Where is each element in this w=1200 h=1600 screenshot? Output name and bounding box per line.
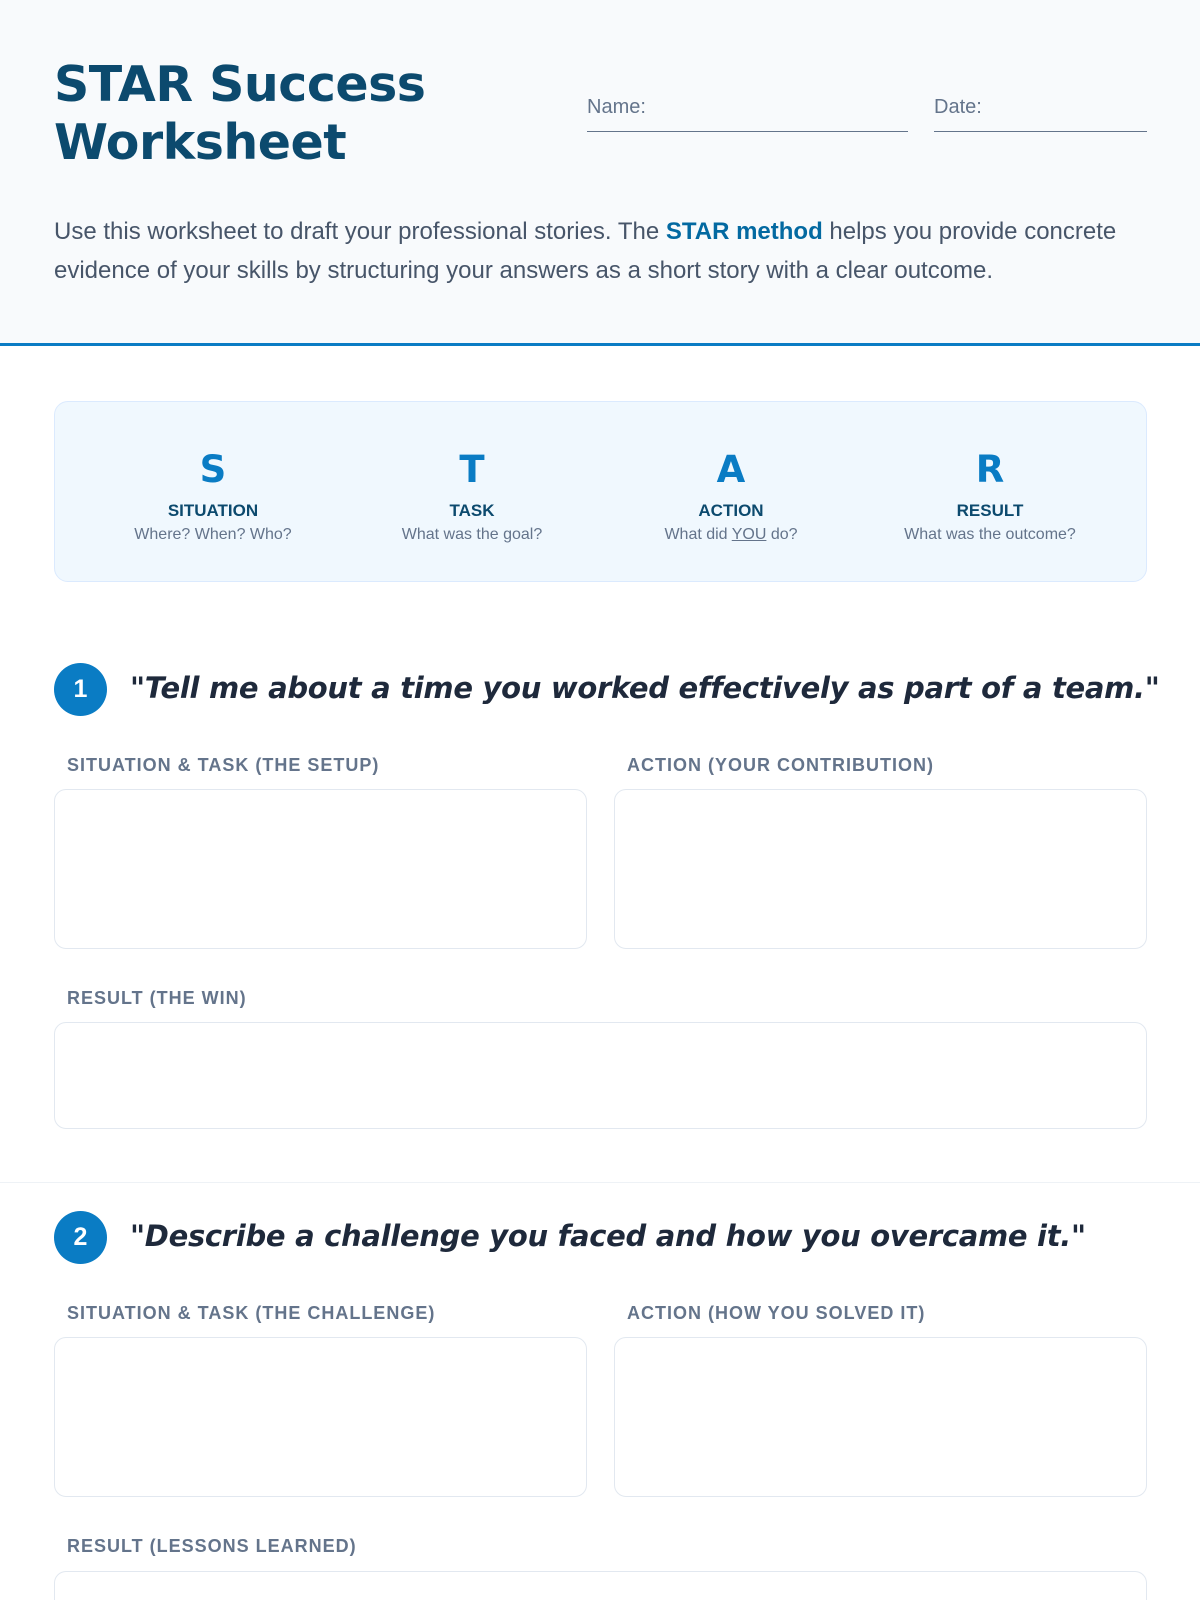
star-word: SITUATION — [167, 501, 259, 520]
intro-paragraph — [54, 212, 1164, 290]
star-item-result — [880, 448, 1100, 545]
star-question-start: What did — [664, 526, 732, 543]
star-word: RESULT — [956, 501, 1024, 520]
star-overview-panel — [54, 401, 1147, 582]
action-answer-box[interactable] — [614, 789, 1147, 949]
page-title: STAR Success Worksheet — [54, 56, 426, 171]
worksheet-header — [0, 0, 1200, 346]
star-word: ACTION — [698, 501, 764, 520]
result-label: RESULT (LESSONS LEARNED) — [67, 1536, 357, 1556]
result-label: RESULT (THE WIN) — [67, 988, 247, 1008]
question-number-badge: 2 — [54, 1211, 107, 1264]
result-answer-box[interactable] — [54, 1571, 1147, 1600]
situation-task-label: SITUATION & TASK (THE SETUP) — [67, 755, 380, 775]
star-item-task — [362, 448, 582, 545]
question-prompt: "Tell me about a time you worked effectively as part of a team." — [130, 671, 1160, 705]
star-question — [621, 525, 841, 545]
question-prompt: "Describe a challenge you faced and how you overcame it." — [130, 1219, 1086, 1253]
star-question-emphasis: YOU — [731, 526, 767, 543]
intro-highlight: STAR method — [665, 218, 823, 245]
date-field[interactable]: Date: — [934, 96, 1147, 132]
star-question: What was the outcome? — [904, 526, 1076, 543]
situation-task-answer-box[interactable] — [54, 789, 587, 949]
situation-task-answer-box[interactable] — [54, 1337, 587, 1497]
star-item-action — [621, 448, 841, 545]
section-divider — [0, 1182, 1200, 1183]
star-letter: T — [459, 448, 485, 491]
action-label: ACTION (YOUR CONTRIBUTION) — [627, 755, 934, 775]
name-field[interactable]: Name: — [587, 96, 908, 132]
star-question: Where? When? Who? — [134, 526, 292, 543]
star-question-end: do? — [766, 526, 798, 543]
intro-text-start: Use this worksheet to draft your professional stories. The — [54, 218, 666, 245]
star-item-situation — [103, 448, 323, 545]
star-letter: R — [975, 448, 1005, 491]
situation-task-label: SITUATION & TASK (THE CHALLENGE) — [67, 1303, 436, 1323]
star-letter: A — [716, 448, 746, 491]
action-answer-box[interactable] — [614, 1337, 1147, 1497]
star-question: What was the goal? — [401, 526, 543, 543]
star-word: TASK — [449, 501, 495, 520]
result-answer-box[interactable] — [54, 1022, 1147, 1129]
star-letter: S — [199, 448, 227, 491]
action-label: ACTION (HOW YOU SOLVED IT) — [627, 1303, 926, 1323]
question-number-badge: 1 — [54, 663, 107, 716]
intro-text-end: helps you provide concrete evidence of your skills by structuring your answers as a short story with a clear outcome. — [54, 218, 1117, 284]
